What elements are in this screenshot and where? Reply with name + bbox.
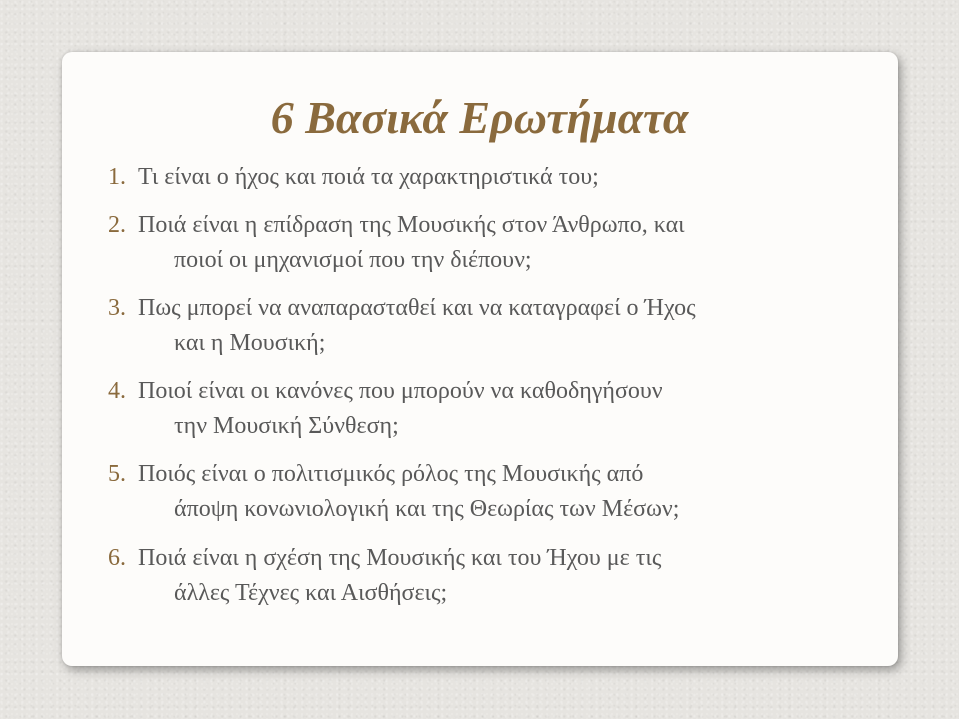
question-text-line: ποιοί οι μηχανισμοί που την διέπουν; (174, 247, 532, 273)
question-text-line: Πως μπορεί να αναπαρασταθεί και να καταγραφεί ο Ήχος (138, 295, 696, 321)
question-item-6 (108, 541, 888, 611)
question-text-line: την Μουσική Σύνθεση; (174, 413, 399, 439)
question-item-4 (108, 374, 888, 444)
question-number: 1. (108, 164, 126, 190)
question-text-line: Ποιά είναι η επίδραση της Μουσικής στον Άνθρωπο, και (138, 212, 685, 238)
question-list (108, 160, 888, 611)
question-number: 6. (108, 545, 126, 571)
question-item-5 (108, 457, 888, 527)
question-text-line: Τι είναι ο ήχος και ποιά τα χαρακτηριστικά του; (138, 164, 599, 190)
question-item-1 (108, 160, 888, 195)
question-number: 2. (108, 212, 126, 238)
question-text-line: άλλες Τέχνες και Αισθήσεις; (174, 580, 448, 606)
question-number: 4. (108, 378, 126, 404)
question-item-3 (108, 291, 888, 361)
question-text-line: Ποιοί είναι οι κανόνες που μπορούν να καθοδηγήσουν (138, 378, 663, 404)
question-number: 5. (108, 461, 126, 487)
question-text-line: Ποιός είναι ο πολιτισμικός ρόλος της Μουσικής από (138, 461, 644, 487)
question-number: 3. (108, 295, 126, 321)
question-text-line: Ποιά είναι η σχέση της Μουσικής και του Ήχου με τις (138, 545, 662, 571)
question-item-2 (108, 208, 888, 278)
slide-title: 6 Βασικά Ερωτήματα (270, 92, 689, 143)
question-text-line: άποψη κονωνιολογική και της Θεωρίας των Μέσων; (174, 496, 680, 522)
question-text-line: και η Μουσική; (174, 330, 326, 356)
